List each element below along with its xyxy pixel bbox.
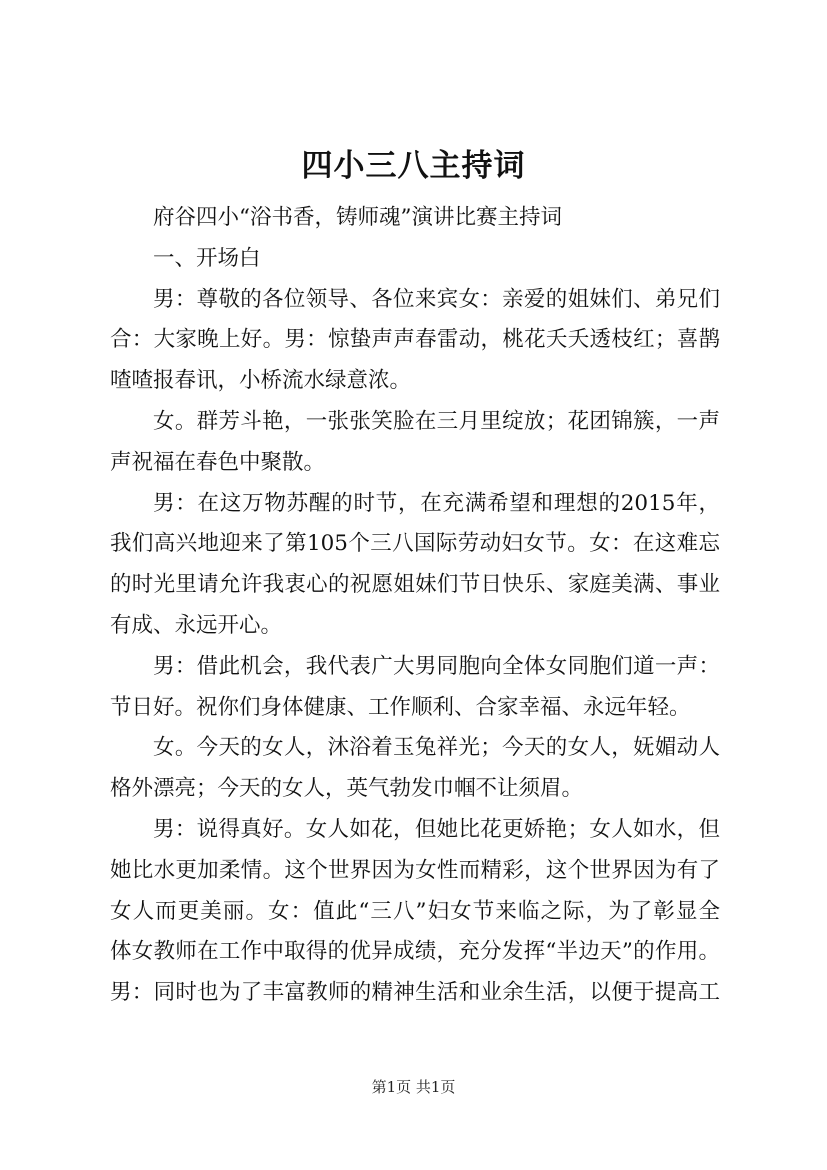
text-line: 喳喳报春讯，小桥流水绿意浓。 bbox=[110, 368, 412, 394]
text-line: 男：在这万物苏醒的时节，在充满希望和理想的2015年， bbox=[153, 490, 720, 516]
text-line: 一、开场白 bbox=[153, 245, 261, 271]
text-line: 合：大家晚上好。男：惊蛰声声春雷动，桃花夭夭透枝红；喜鹊 bbox=[110, 327, 720, 353]
text-line: 声祝福在春色中聚散。 bbox=[110, 449, 326, 475]
page-number-footer: 第1页 共1页 bbox=[371, 1078, 456, 1096]
document-body bbox=[110, 198, 720, 1014]
text-line: 我们高兴地迎来了第105个三八国际劳动妇女节。女：在这难忘 bbox=[110, 531, 720, 557]
text-line: 她比水更加柔情。这个世界因为女性而精彩，这个世界因为有了 bbox=[110, 857, 720, 883]
page-title: 四小三八主持词 bbox=[301, 148, 526, 184]
text-line: 的时光里请允许我衷心的祝愿姐妹们节日快乐、家庭美满、事业 bbox=[110, 572, 720, 598]
text-line: 女。群芳斗艳，一张张笑脸在三月里绽放；花团锦簇，一声 bbox=[153, 408, 720, 434]
text-line: 府谷四小“浴书香，铸师魂”演讲比赛主持词 bbox=[153, 205, 562, 230]
text-line: 节日好。祝你们身体健康、工作顺利、合家幸福、永远年轻。 bbox=[110, 694, 691, 720]
text-line: 男：借此机会，我代表广大男同胞向全体女同胞们道一声： bbox=[153, 653, 720, 679]
text-line: 有成、永远开心。 bbox=[110, 612, 283, 638]
text-line: 男：同时也为了丰富教师的精神生活和业余生活，以便于提高工 bbox=[110, 980, 720, 1006]
text-line: 女人而更美丽。女：值此“三八”妇女节来临之际，为了彰显全 bbox=[110, 898, 720, 924]
text-line: 体女教师在工作中取得的优异成绩，充分发挥“半边天”的作用。 bbox=[110, 939, 720, 965]
text-line: 格外漂亮；今天的女人，英气勃发巾帼不让须眉。 bbox=[110, 776, 584, 802]
text-line: 男：尊敬的各位领导、各位来宾女：亲爱的姐妹们、弟兄们 bbox=[153, 286, 720, 312]
text-line: 男：说得真好。女人如花，但她比花更娇艳；女人如水，但 bbox=[153, 816, 720, 842]
text-line: 女。今天的女人，沐浴着玉兔祥光；今天的女人，妩媚动人 bbox=[153, 735, 720, 761]
